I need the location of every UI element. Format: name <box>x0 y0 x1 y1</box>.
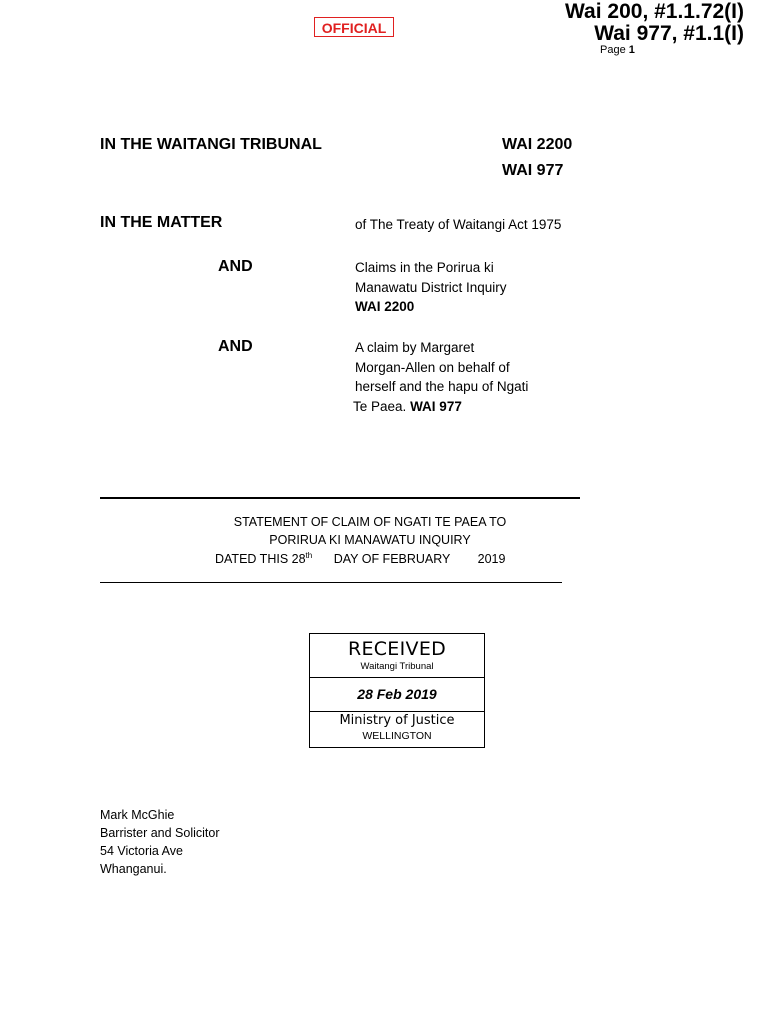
stamp-footer <box>310 711 484 748</box>
claim-line-1: A claim by Margaret <box>355 340 475 355</box>
statement-date-line <box>215 551 505 566</box>
claim-line-4 <box>353 397 528 417</box>
claim-line-3: herself and the hapu of Ngati <box>355 379 529 394</box>
stamp-date-section <box>310 677 484 712</box>
dated-prefix: DATED THIS 28 <box>215 552 306 567</box>
claims-block <box>355 258 507 317</box>
counsel-city: Whanganui. <box>100 862 167 876</box>
dated-year: 2019 <box>477 552 506 567</box>
counsel-role: Barrister and Solicitor <box>100 826 220 840</box>
tribunal-heading: IN THE WAITANGI TRIBUNAL <box>100 136 322 153</box>
claims-line-2: Manawatu District Inquiry <box>355 279 507 295</box>
claim-block <box>355 338 528 416</box>
claims-wai: WAI 2200 <box>355 299 415 314</box>
claim-line-4-text: Te Paea. <box>353 398 407 414</box>
counsel-name: Mark McGhie <box>100 808 175 822</box>
stamp-ministry: Ministry of Justice <box>339 713 455 728</box>
counsel-street: 54 Victoria Ave <box>100 844 183 858</box>
page-number-value: 1 <box>628 44 635 56</box>
official-stamp: OFFICIAL <box>314 17 394 37</box>
reference-line-2: Wai 977, #1.1(I) <box>594 22 744 45</box>
dated-month: DAY OF FEBRUARY <box>333 552 451 567</box>
received-stamp <box>309 633 485 748</box>
stamp-title: RECEIVED <box>347 638 447 660</box>
wai-number-2: WAI 977 <box>502 162 564 179</box>
wai-number-1: WAI 2200 <box>502 136 573 153</box>
divider-bottom <box>100 582 562 583</box>
counsel-address <box>100 806 220 878</box>
claim-wai: WAI 977 <box>410 398 462 414</box>
claims-line-1: Claims in the Porirua ki <box>355 260 494 275</box>
stamp-header <box>310 634 484 678</box>
reference-line-1: Wai 200, #1.1.72(I) <box>565 0 744 23</box>
dated-suffix: th <box>305 551 313 560</box>
and-label-2: AND <box>218 338 253 355</box>
and-label-1: AND <box>218 258 253 275</box>
stamp-tribunal: Waitangi Tribunal <box>360 661 434 672</box>
matter-label: IN THE MATTER <box>100 214 223 231</box>
divider-top <box>100 497 580 499</box>
stamp-date: 28 Feb 2019 <box>357 686 437 702</box>
statement-line-1: STATEMENT OF CLAIM OF NGATI TE PAEA TO <box>233 515 507 529</box>
claim-line-2: Morgan-Allen on behalf of <box>355 359 510 375</box>
page-label: Page <box>600 44 626 56</box>
stamp-city: WELLINGTON <box>362 730 432 742</box>
page-number <box>600 44 635 56</box>
matter-text: of The Treaty of Waitangi Act 1975 <box>355 217 562 232</box>
statement-line-2: PORIRUA KI MANAWATU INQUIRY <box>269 533 471 547</box>
